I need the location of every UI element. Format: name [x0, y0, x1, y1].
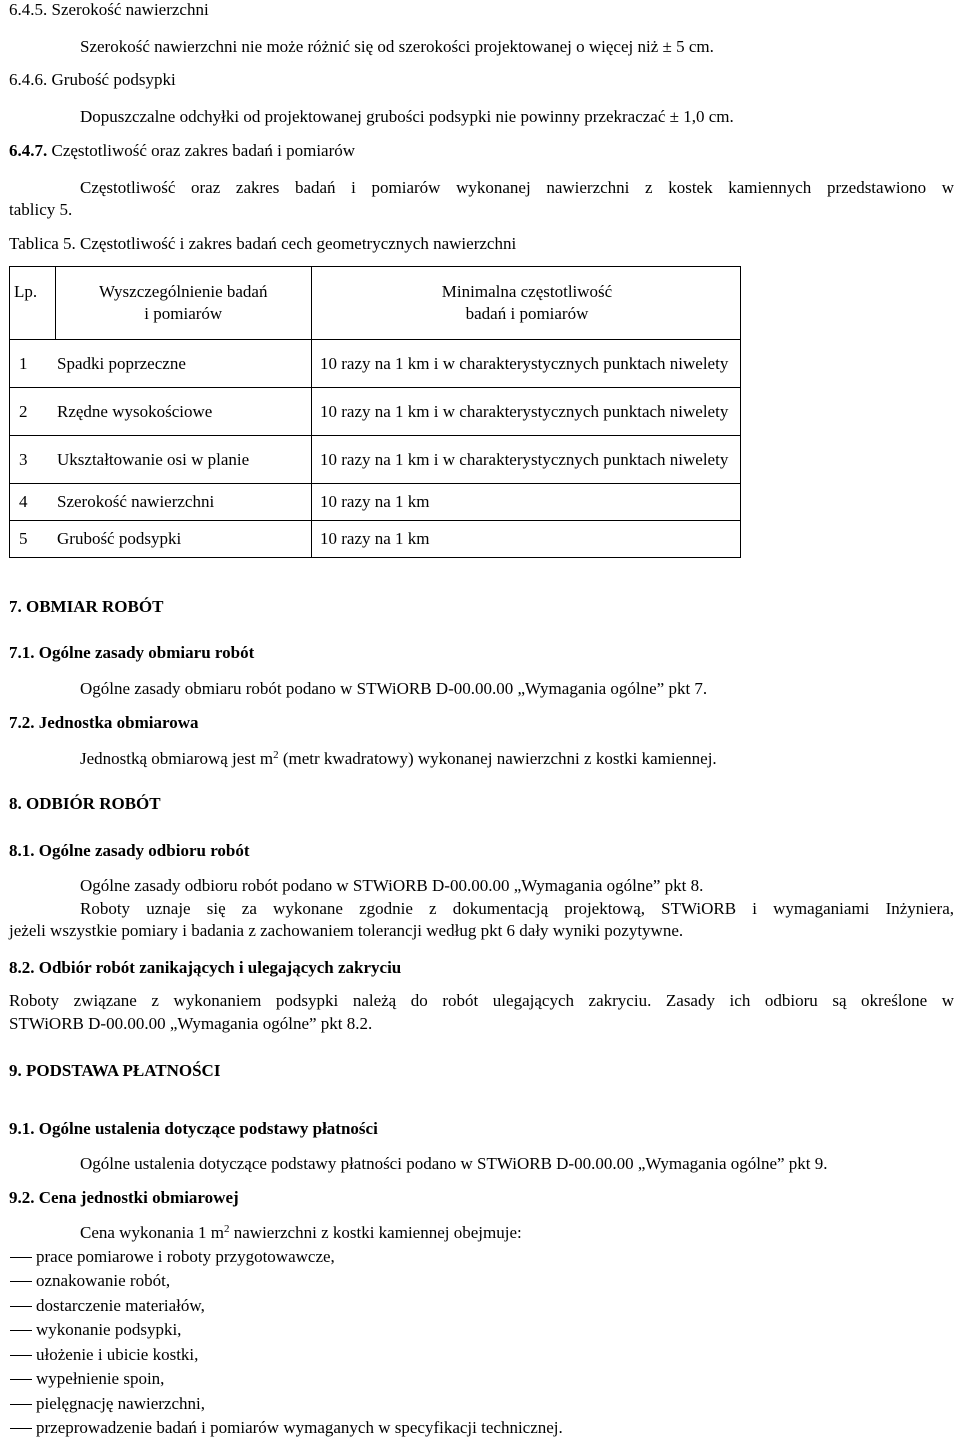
dash-bullet-icon	[10, 1404, 32, 1405]
section-6-4-7-line1: Częstotliwość oraz zakres badań i pomiarów wykonanej nawierzchni z kostek kamiennych przedstawiono w	[80, 178, 954, 197]
section-7-heading: 7. OBMIAR ROBÓT	[9, 597, 164, 616]
table-cell-name: Grubość podsypki	[55, 521, 312, 558]
section-7-2-text-a: Jednostką obmiarową jest m	[80, 749, 274, 768]
list-item: dostarczenie materiałów,	[36, 1296, 205, 1315]
section-7-2-heading: 7.2. Jednostka obmiarowa	[9, 713, 199, 732]
section-9-2-heading: 9.2. Cena jednostki obmiarowej	[9, 1188, 239, 1207]
section-9-2-intro-a: Cena wykonania 1 m	[80, 1223, 224, 1242]
table-cell-name: Ukształtowanie osi w planie	[55, 436, 312, 484]
section-6-4-7-line2: tablicy 5.	[9, 200, 73, 219]
section-8-1-heading: 8.1. Ogólne zasady odbioru robót	[9, 841, 250, 860]
table-header-description-line2: i pomiarów	[144, 304, 223, 323]
section-9-1-text: Ogólne ustalenia dotyczące podstawy płatności podano w STWiORB D-00.00.00 „Wymagania ogólne” pkt 9.	[80, 1154, 828, 1173]
table-cell-frequency: 10 razy na 1 km i w charakterystycznych punktach niwelety	[312, 388, 741, 436]
table-row	[10, 340, 741, 388]
section-9-1-heading: 9.1. Ogólne ustalenia dotyczące podstawy płatności	[9, 1119, 378, 1138]
table-cell-name: Spadki poprzeczne	[55, 340, 312, 388]
superscript: 2	[273, 749, 279, 761]
section-6-4-6-text: Dopuszczalne odchyłki od projektowanej grubości podsypki nie powinny przekraczać ± 1,0 cm.	[80, 107, 734, 126]
section-8-heading: 8. ODBIÓR ROBÓT	[9, 794, 161, 813]
section-8-1-text2-line1: Roboty uznaje się za wykonane zgodnie z dokumentacją projektową, STWiORB i wymaganiami Inżyniera,	[80, 899, 954, 918]
section-6-4-7-heading	[9, 140, 355, 162]
table-cell-frequency: 10 razy na 1 km i w charakterystycznych punktach niwelety	[312, 340, 741, 388]
table-cell-name: Rzędne wysokościowe	[55, 388, 312, 436]
list-item: wypełnienie spoin,	[36, 1369, 165, 1388]
table-cell-lp: 2	[10, 388, 56, 436]
list-item: pielęgnację nawierzchni,	[36, 1394, 205, 1413]
list-item: przeprowadzenie badań i pomiarów wymaganych w specyfikacji technicznej.	[36, 1418, 563, 1437]
table-cell-frequency: 10 razy na 1 km i w charakterystycznych punktach niwelety	[312, 436, 741, 484]
section-8-1-text1: Ogólne zasady odbioru robót podano w STWiORB D-00.00.00 „Wymagania ogólne” pkt 8.	[80, 876, 704, 895]
table-caption: Tablica 5. Częstotliwość i zakres badań cech geometrycznych nawierzchni	[9, 234, 517, 253]
dash-bullet-icon	[10, 1306, 32, 1307]
list-item: wykonanie podsypki,	[36, 1320, 182, 1339]
table-cell-name: Szerokość nawierzchni	[55, 484, 312, 521]
section-8-2-line2: STWiORB D-00.00.00 „Wymagania ogólne” pkt 8.2.	[9, 1014, 373, 1033]
list-item: ułożenie i ubicie kostki,	[36, 1345, 199, 1364]
table-header-frequency-line1: Minimalna częstotliwość	[441, 282, 613, 301]
table-cell-lp: 4	[10, 484, 56, 521]
section-6-4-5-heading: 6.4.5. Szerokość nawierzchni	[9, 0, 209, 19]
table-header-description-line1: Wyszczególnienie badań	[99, 282, 268, 301]
list-item: oznakowanie robót,	[36, 1271, 171, 1290]
dash-bullet-icon	[10, 1257, 32, 1258]
table-cell-frequency: 10 razy na 1 km	[312, 484, 741, 521]
table-header-description	[55, 267, 312, 340]
table-header-frequency-line2: badań i pomiarów	[465, 304, 589, 323]
table-row	[10, 388, 741, 436]
section-8-2-heading: 8.2. Odbiór robót zanikających i ulegających zakryciu	[9, 958, 402, 977]
list-item: prace pomiarowe i roboty przygotowawcze,	[36, 1247, 335, 1266]
dash-bullet-icon	[10, 1355, 32, 1356]
superscript: 2	[224, 1223, 230, 1235]
section-9-2-intro-b: nawierzchni z kostki kamiennej obejmuje:	[229, 1223, 522, 1242]
section-6-4-7-number: 6.4.7.	[9, 141, 48, 160]
dash-bullet-icon	[10, 1281, 32, 1282]
table-cell-frequency: 10 razy na 1 km	[312, 521, 741, 558]
section-6-4-5-text: Szerokość nawierzchni nie może różnić się od szerokości projektowanej o więcej niż ± 5 cm.	[80, 37, 714, 56]
table-header-lp: Lp.	[10, 267, 56, 340]
frequency-table	[9, 266, 741, 558]
section-7-2-text	[80, 748, 717, 770]
table-row	[10, 521, 741, 558]
table-row	[10, 484, 741, 521]
table-header-frequency	[312, 267, 741, 340]
section-6-4-7-title: Częstotliwość oraz zakres badań i pomiarów	[51, 141, 356, 160]
section-7-1-heading: 7.1. Ogólne zasady obmiaru robót	[9, 643, 255, 662]
dash-bullet-icon	[10, 1428, 32, 1429]
table-header-row	[10, 267, 741, 340]
section-9-heading: 9. PODSTAWA PŁATNOŚCI	[9, 1061, 221, 1080]
section-9-2-intro	[80, 1222, 522, 1244]
section-6-4-6-heading: 6.4.6. Grubość podsypki	[9, 70, 176, 89]
table-cell-lp: 3	[10, 436, 56, 484]
section-8-1-text2-line2: jeżeli wszystkie pomiary i badania z zachowaniem tolerancji według pkt 6 dały wyniki pozytywne.	[9, 921, 684, 940]
section-7-2-text-b: (metr kwadratowy) wykonanej nawierzchni z kostki kamiennej.	[278, 749, 717, 768]
dash-bullet-icon	[10, 1330, 32, 1331]
dash-bullet-icon	[10, 1379, 32, 1380]
table-row	[10, 436, 741, 484]
section-8-2-line1: Roboty związane z wykonaniem podsypki należą do robót ulegających zakryciu. Zasady ich odbioru są określone w	[9, 991, 954, 1010]
table-cell-lp: 1	[10, 340, 56, 388]
table-cell-lp: 5	[10, 521, 56, 558]
section-7-1-text: Ogólne zasady obmiaru robót podano w STWiORB D-00.00.00 „Wymagania ogólne” pkt 7.	[80, 679, 708, 698]
